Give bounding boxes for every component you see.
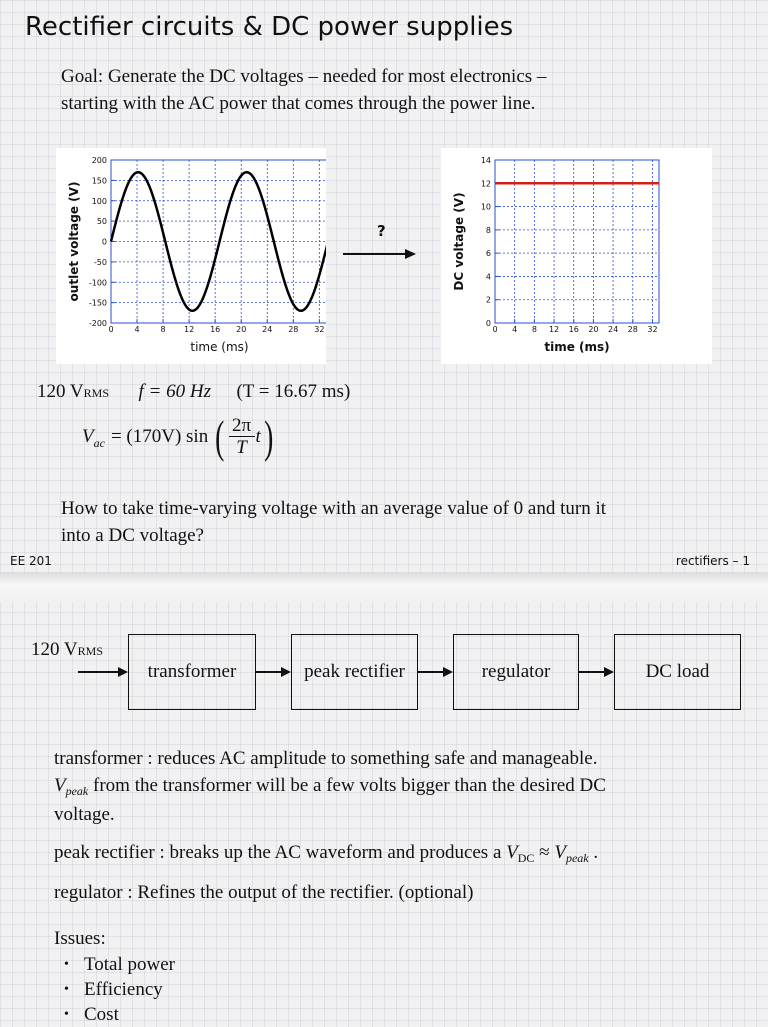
y-tick-label: -150 [88,298,107,308]
issues-title: Issues: [54,928,106,949]
x-tick-label: 16 [568,325,579,334]
slide-divider [0,572,768,602]
eq-vac: V [82,426,94,447]
equation-line-1 [37,381,350,403]
question-line-1: How to take time-varying voltage with an average value of 0 and turn it [61,498,607,519]
x-tick-label: 32 [647,325,658,334]
block-peak-rectifier: peak rectifier [291,634,418,710]
x-tick-label: 0 [492,325,498,334]
goal-line-2: starting with the AC power that comes through the power line. [61,93,536,114]
issues-list [54,952,175,1027]
goal-line-1: Goal: Generate the DC voltages – needed for most electronics – [61,66,547,87]
issue-item: • Cost [54,1002,175,1027]
y-tick-label: 50 [96,217,107,227]
y-tick-label: 10 [480,202,491,212]
vpeak-sub: peak [65,784,89,798]
y-tick-label: -100 [88,278,107,288]
eq-vac-sub: ac [93,435,105,450]
goal-text [61,63,701,117]
right-arrow-icon [343,246,417,262]
equation-line-2 [82,411,276,462]
x-tick-label: 12 [548,325,560,334]
vpeak2-v: V [554,842,566,863]
slide-title: Rectifier circuits & DC power supplies [25,12,514,42]
eq-fraction [229,416,255,459]
question-line-2: into a DC voltage? [61,525,204,546]
x-tick-label: 20 [588,325,599,334]
eq-right-paren: ) [263,411,274,462]
vpeak2-sub: peak [565,851,589,865]
eq-frequency: f = 60 Hz [138,381,211,402]
y-tick-label: 100 [91,196,107,206]
x-tick-label: 4 [134,325,140,334]
x-tick-label: 16 [210,325,221,334]
transformer-desc-line-2 [54,772,744,801]
eq-vrms-sub: RMS [83,386,109,400]
y-tick-label: 150 [91,176,107,186]
x-tick-label: 8 [160,325,166,334]
y-tick-label: 0 [485,319,491,328]
vdc-v: V [506,842,518,863]
block-dc-load: DC load [614,634,741,710]
arrowhead-1 [281,667,291,677]
eq-left-paren: ( [215,411,225,462]
transformer-desc-line-1: transformer : reduces AC amplitude to something safe and manageable. [54,748,598,769]
x-tick-label: 20 [236,325,247,334]
block-regulator: regulator [453,634,579,710]
question-text [61,495,721,549]
eq-frac-num: 2π [231,414,252,436]
x-tick-label: 12 [184,325,195,334]
vdc-sub: DC [517,851,535,865]
eq-frac-den: T [236,436,247,458]
y-tick-label: -200 [88,319,107,328]
y-tick-label: 14 [480,156,491,165]
y-axis-label: outlet voltage (V) [67,181,81,302]
y-tick-label: 4 [485,272,491,282]
y-tick-label: 0 [101,237,107,247]
regulator-description: regulator : Refines the output of the rectifier. (optional) [54,882,474,903]
footer-course: EE 201 [10,554,52,568]
transformer-desc-line-3: voltage. [54,804,115,825]
x-axis-label: time (ms) [190,340,249,354]
arrowhead-3 [604,667,614,677]
dc-voltage-chart [441,148,712,364]
x-tick-label: 24 [262,325,273,334]
peak-rectifier-description [54,839,744,868]
vpeak-v: V [54,775,66,796]
y-tick-label: 6 [485,249,491,259]
y-tick-label: 200 [91,156,107,165]
issues-section [54,925,175,1027]
x-tick-label: 4 [512,325,518,334]
y-tick-label: 12 [480,179,491,189]
transformer-description [54,745,744,828]
x-tick-label: 0 [108,325,114,334]
peak-desc-end: . [588,842,599,863]
approx-symbol: ≈ [534,842,555,863]
x-tick-label: 32 [314,325,325,334]
arrow-question-mark: ? [377,222,386,240]
arrowhead-2 [443,667,453,677]
x-axis-label: time (ms) [544,340,610,354]
issue-item: • Total power [54,952,175,977]
peak-desc-text: peak rectifier : breaks up the AC waveform and produces a [54,842,507,863]
eq-vrms: 120 V [37,381,84,402]
y-tick-label: 2 [485,295,491,305]
transformer-desc-line-2-text: from the transformer will be a few volts bigger than the desired DC [88,775,606,796]
ac-plot-panel [56,148,326,364]
eq-frac-var: t [255,426,261,447]
x-tick-label: 28 [627,325,638,334]
block-transformer: transformer [128,634,256,710]
issue-item: • Efficiency [54,977,175,1002]
y-axis-label: DC voltage (V) [452,192,466,291]
x-tick-label: 28 [288,325,299,334]
arrowhead-input [118,667,128,677]
x-tick-label: 24 [607,325,619,334]
input-label-sub: RMS [77,644,103,658]
eq-rhs: = (170V) sin [110,426,209,447]
x-tick-label: 8 [531,325,537,334]
slide-2 [0,602,768,1024]
ac-voltage-chart [56,148,326,364]
y-tick-label: -50 [93,257,107,267]
eq-period: (T = 16.67 ms) [236,381,351,402]
dc-plot-panel [441,148,712,364]
y-tick-label: 8 [485,225,491,235]
footer-page: rectifiers – 1 [675,554,750,568]
input-label-v: 120 V [31,639,78,660]
